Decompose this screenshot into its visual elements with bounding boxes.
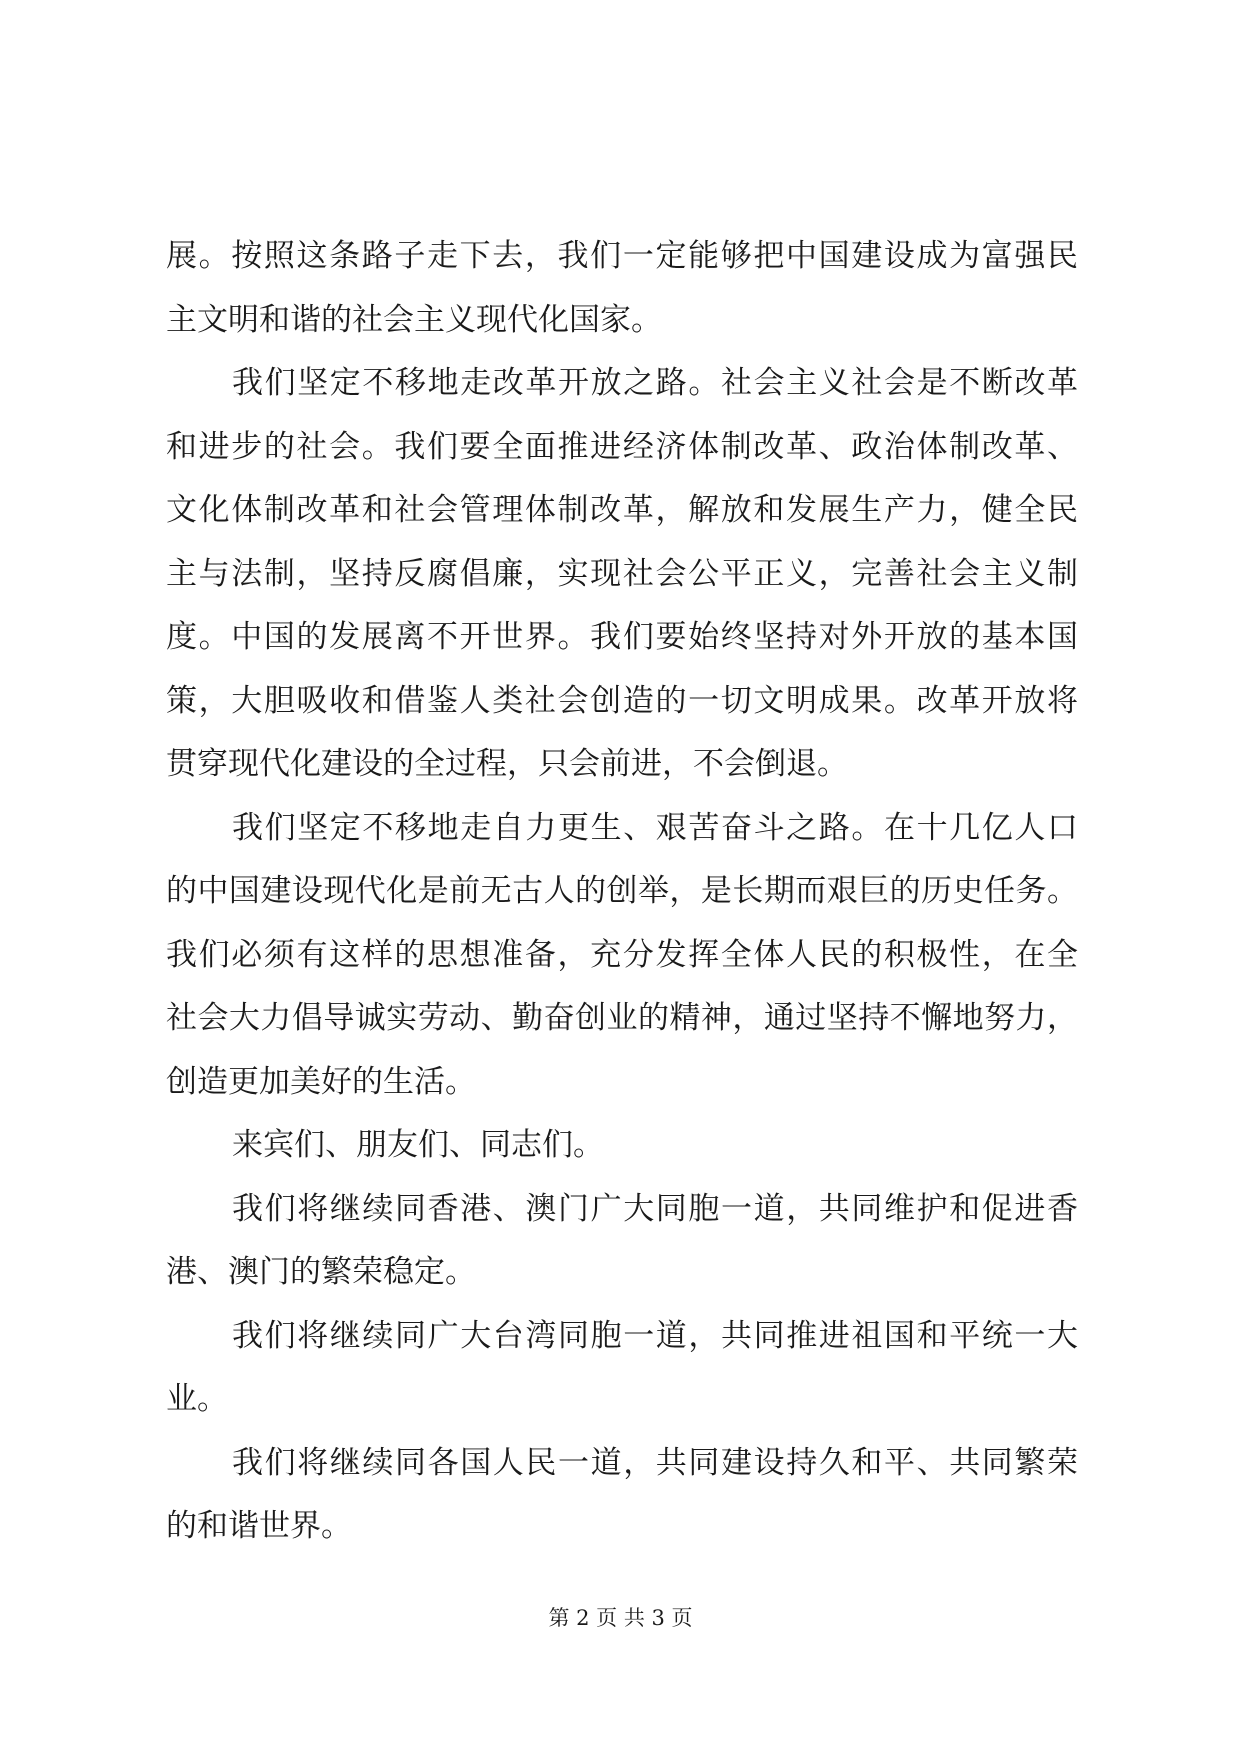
text-line: 来宾们、朋友们、同志们。 [232,1127,604,1163]
text-line: 的中国建设现代化是前无古人的创举，是长期而艰巨的历史任务。 [166,873,1078,909]
page-footer: 第 2 页 共 3 页 [548,1606,693,1630]
text-line: 我们将继续同广大台湾同胞一道，共同推进祖国和平统一大 [232,1317,1078,1354]
text-line: 文化体制改革和社会管理体制改革，解放和发展生产力，健全民 [166,492,1078,528]
text-line: 业。 [166,1381,228,1417]
text-line: 港、澳门的繁荣稳定。 [166,1254,476,1290]
text-line: 度。中国的发展离不开世界。我们要始终坚持对外开放的基本国 [166,619,1078,655]
text-line: 主与法制，坚持反腐倡廉，实现社会公平正义，完善社会主义制 [166,555,1078,592]
text-line: 社会大力倡导诚实劳动、勤奋创业的精神，通过坚持不懈地努力， [166,1000,1078,1036]
text-line: 和进步的社会。我们要全面推进经济体制改革、政治体制改革、 [166,428,1078,465]
text-line: 我们坚定不移地走改革开放之路。社会主义社会是不断改革 [232,365,1078,401]
text-line: 我们将继续同香港、澳门广大同胞一道，共同维护和促进香 [232,1190,1078,1227]
text-line: 我们必须有这样的思想准备，充分发挥全体人民的积极性，在全 [166,936,1078,973]
text-line: 策，大胆吸收和借鉴人类社会创造的一切文明成果。改革开放将 [166,682,1078,719]
text-line: 的和谐世界。 [166,1508,352,1544]
text-line: 我们坚定不移地走自力更生、艰苦奋斗之路。在十几亿人口 [232,809,1078,846]
body-text [166,225,1078,1559]
text-line: 创造更加美好的生活。 [166,1063,476,1100]
text-line: 贯穿现代化建设的全过程，只会前进，不会倒退。 [166,746,848,782]
text-line: 主文明和谐的社会主义现代化国家。 [166,301,662,338]
text-line: 展。按照这条路子走下去，我们一定能够把中国建设成为富强民 [166,238,1078,274]
text-line: 我们将继续同各国人民一道，共同建设持久和平、共同繁荣 [232,1444,1078,1481]
